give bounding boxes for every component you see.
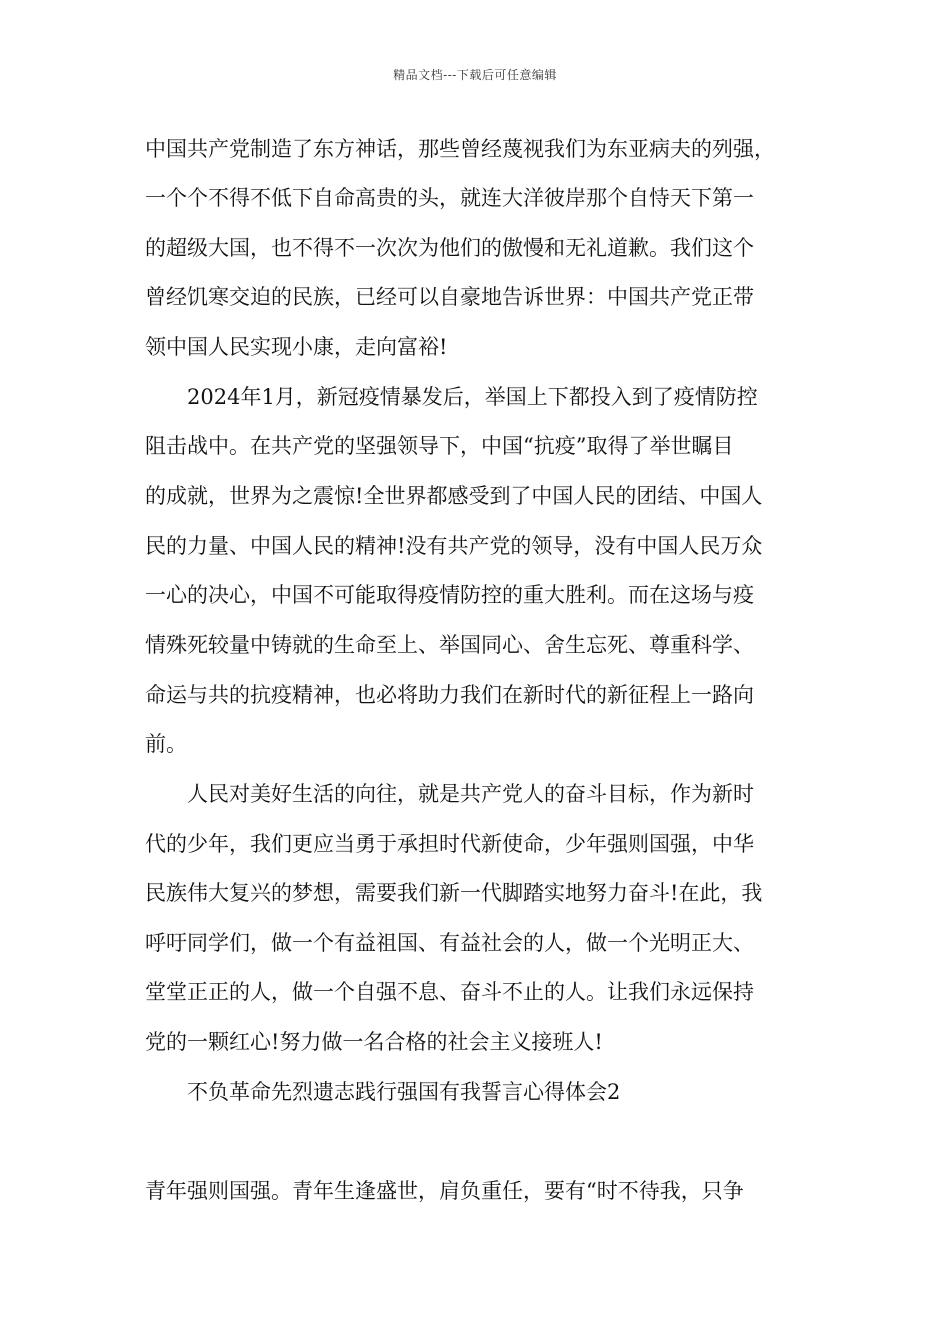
text-line: 人民对美好生活的向往，就是共产党人的奋斗目标，作为新时 (187, 782, 754, 806)
text-line: 青年强则国强。青年生逢盛世，肩负重任，要有“时不待我，只争 (145, 1179, 744, 1203)
text-line: 代的少年，我们更应当勇于承担时代新使命，少年强则国强，中华 (145, 832, 754, 856)
text-line: 情殊死较量中铸就的生命至上、举国同心、舍生忘死、尊重科学、 (145, 633, 754, 657)
text-line: 一个个不得不低下自命高贵的头，就连大洋彼岸那个自恃天下第一 (145, 186, 754, 210)
text-line: 一心的决心，中国不可能取得疫情防控的重大胜利。而在这场与疫 (145, 583, 754, 607)
text-line: 前。 (145, 732, 187, 756)
text-line: 堂堂正正的人，做一个自强不息、奋斗不止的人。让我们永远保持 (145, 980, 754, 1004)
text-line: 呼吁同学们，做一个有益祖国、有益社会的人，做一个光明正大、 (145, 931, 754, 955)
section-title: 不负革命先烈遗志践行强国有我誓言心得体会2 (187, 1080, 621, 1104)
text-line: 党的一颗红心!努力做一名合格的社会主义接班人! (145, 1030, 603, 1054)
text-line: 阻击战中。在共产党的坚强领导下，中国“抗疫”取得了举世瞩目 (145, 434, 734, 458)
text-line: 中国共产党制造了东方神话，那些曾经蔑视我们为东亚病夫的列强， (145, 137, 775, 161)
text-line: 2024年1月，新冠疫情暴发后，举国上下都投入到了疫情防控 (187, 385, 758, 409)
text-line: 民族伟大复兴的梦想，需要我们新一代脚踏实地努力奋斗!在此，我 (145, 881, 763, 905)
page-header: 精品文档---下载后可任意编辑 (393, 68, 557, 82)
text-line: 领中国人民实现小康，走向富裕! (145, 335, 448, 359)
text-line: 民的力量、中国人民的精神!没有共产党的领导，没有中国人民万众 (145, 534, 763, 558)
text-line: 的成就，世界为之震惊!全世界都感受到了中国人民的团结、中国人 (145, 484, 763, 508)
text-line: 的超级大国，也不得不一次次为他们的傲慢和无礼道歉。我们这个 (145, 236, 754, 260)
text-line: 曾经饥寒交迫的民族，已经可以自豪地告诉世界：中国共产党正带 (145, 285, 754, 309)
text-line: 命运与共的抗疫精神，也必将助力我们在新时代的新征程上一路向 (145, 683, 754, 707)
